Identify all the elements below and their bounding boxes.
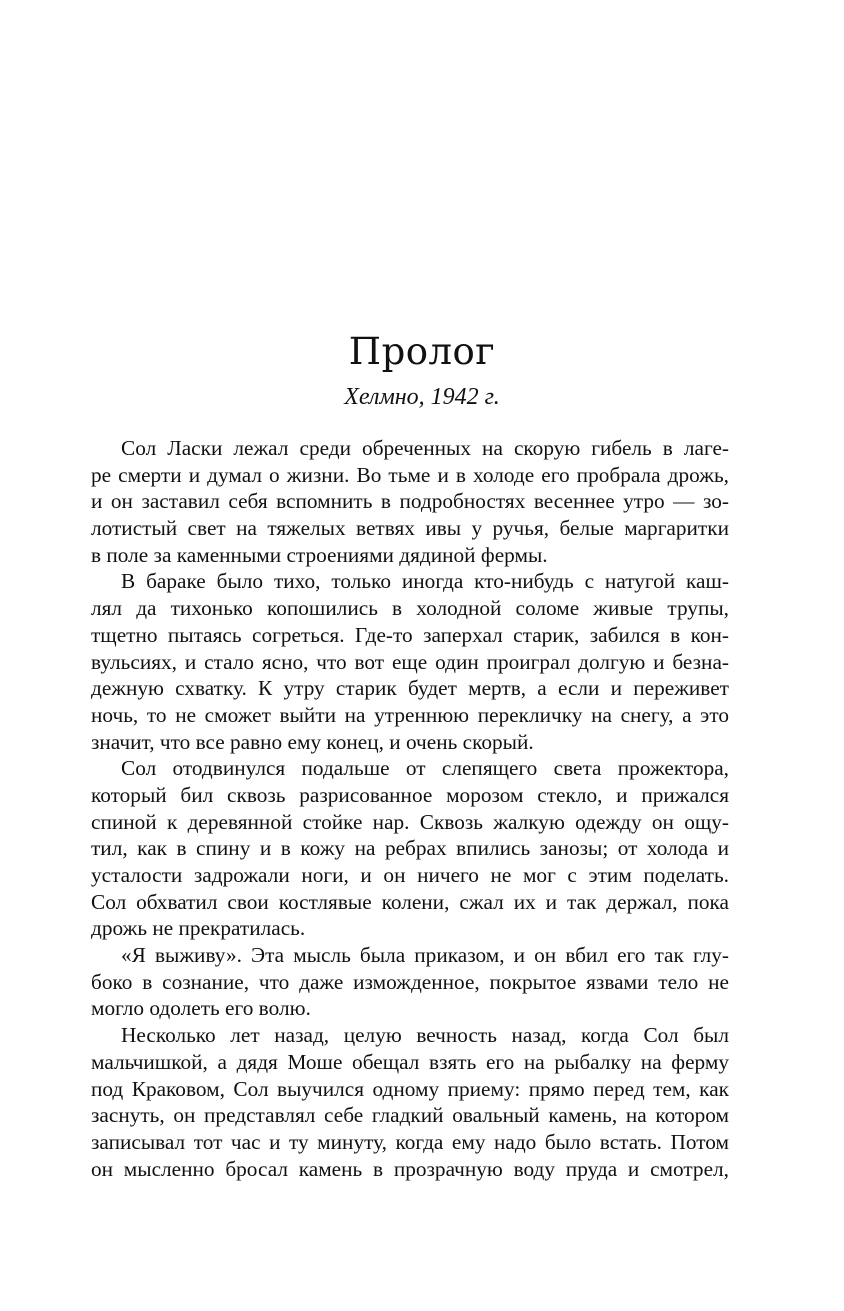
text-line: он мысленно бросал камень в прозрачную воду пруда и смотрел,	[91, 1156, 729, 1181]
paragraph	[91, 435, 729, 568]
text-line: боко в сознание, что даже изможденное, покрытое язвами тело не	[91, 969, 729, 994]
chapter-body	[91, 435, 729, 1182]
text-line: значит, что все равно ему конец, и очень скорый.	[91, 729, 534, 754]
text-line: дежную схватку. К утру старик будет мертв, а если и переживет	[91, 676, 729, 701]
text-line: спиной к деревянной стойке нар. Сквозь жалкую одежду он ощу-	[91, 809, 729, 834]
text-line: мальчишкой, а дядя Моше обещал взять его на рыбалку на ферму	[91, 1049, 729, 1074]
text-line: тил, как в спину и в кожу на ребрах впились занозы; от холода и	[91, 836, 729, 861]
text-line: ре смерти и думал о жизни. Во тьме и в холоде его пробрала дрожь,	[91, 462, 729, 487]
text-line: В бараке было тихо, только иногда кто-нибудь с натугой каш-	[121, 569, 729, 594]
text-line: усталости задрожали ноги, и он ничего не мог с этим поделать.	[91, 863, 729, 887]
text-line: дрожь не прекратилась.	[91, 916, 306, 941]
text-line: под Краковом, Сол выучился одному приему: прямо перед тем, как	[91, 1076, 729, 1101]
chapter-subtitle: Хелмно, 1942 г.	[344, 384, 500, 410]
chapter-title: Пролог	[348, 330, 496, 373]
text-line: лял да тихонько копошились в холодной соломе живые трупы,	[91, 596, 729, 621]
text-line: записывал тот час и ту минуту, когда ему надо было встать. Потом	[91, 1129, 729, 1154]
paragraph	[91, 568, 729, 755]
text-line: который бил сквозь разрисованное морозом стекло, и прижался	[91, 782, 729, 807]
text-line: Сол обхватил свои костлявые колени, сжал их и так держал, пока	[91, 889, 729, 914]
text-line: ночь, то не сможет выйти на утреннюю перекличку на снегу, а это	[91, 702, 729, 727]
paragraph	[91, 1022, 729, 1182]
text-line: тщетно пытаясь согреться. Где-то заперхал старик, забился в кон-	[91, 622, 729, 647]
text-line: и он заставил себя вспомнить в подробностях весеннее утро — зо-	[91, 489, 729, 514]
paragraph	[91, 755, 729, 942]
text-line: Сол отодвинулся подальше от слепящего света прожектора,	[121, 756, 729, 781]
paragraph	[91, 942, 729, 1022]
text-line: Сол Ласки лежал среди обреченных на скорую гибель в лаге-	[121, 436, 729, 460]
text-line: лотистый свет на тяжелых ветвях ивы у ручья, белые маргаритки	[91, 516, 729, 541]
text-line: заснуть, он представлял себе гладкий овальный камень, на котором	[91, 1103, 729, 1128]
text-line: вульсиях, и стало ясно, что вот еще один проиграл долгую и безна-	[91, 649, 729, 674]
text-line: в поле за каменными строениями дядиной фермы.	[91, 542, 548, 567]
text-line: Несколько лет назад, целую вечность назад, когда Сол был	[121, 1023, 729, 1048]
text-line: «Я выживу». Эта мысль была приказом, и он вбил его так глу-	[121, 943, 729, 968]
text-line: могло одолеть его волю.	[91, 996, 311, 1021]
